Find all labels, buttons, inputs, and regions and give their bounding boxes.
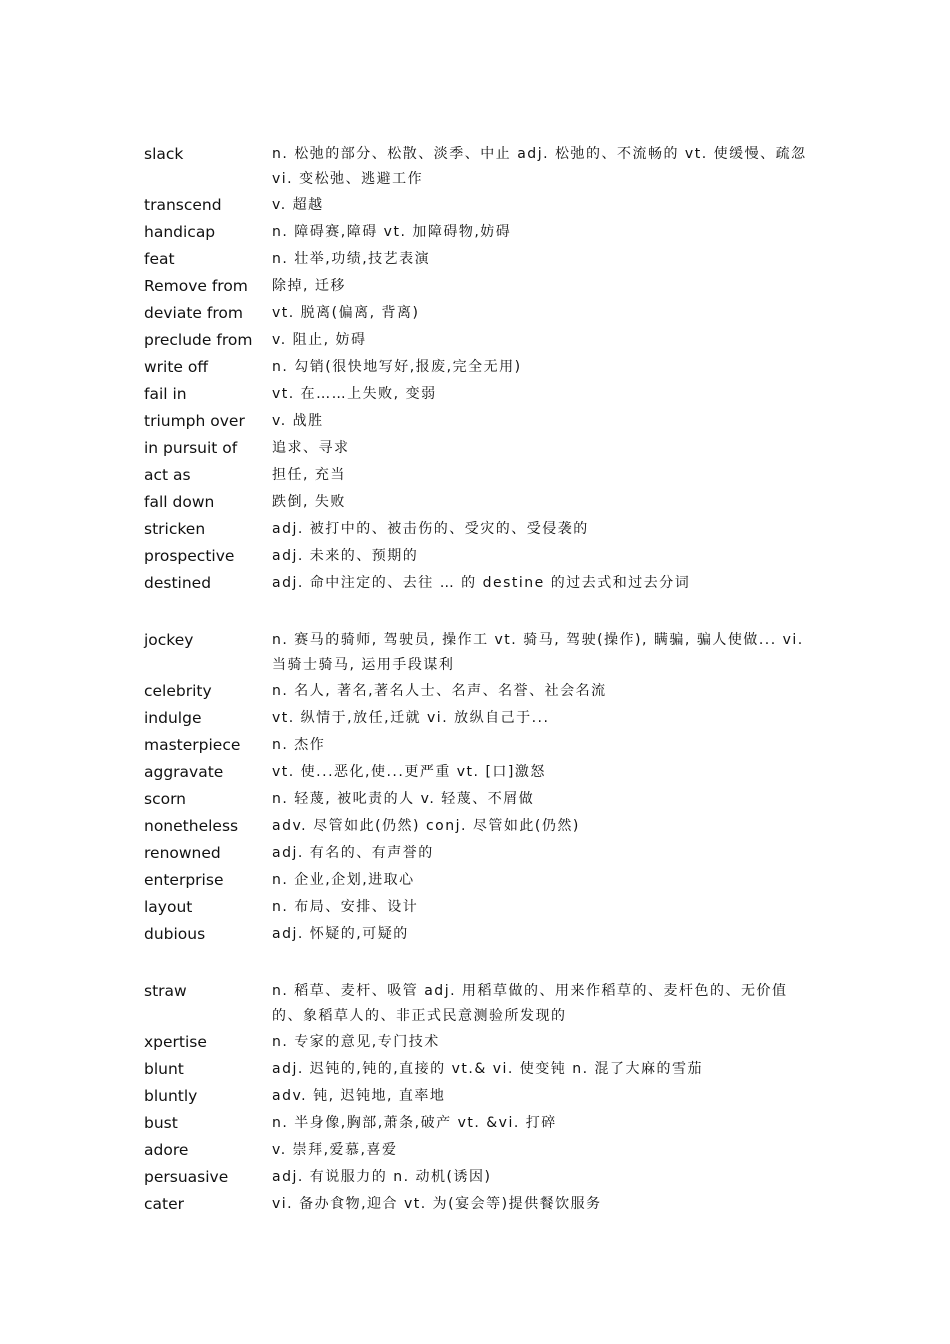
vocab-word: aggravate — [144, 763, 224, 781]
vocab-definition: n. 壮举,功绩,技艺表演 — [272, 251, 431, 267]
vocab-definition: n. 企业,企划,进取心 — [272, 872, 415, 888]
vocab-entry — [144, 246, 808, 273]
vocab-definition: vt. 纵情于,放任,迁就 vi. 放纵自己于... — [272, 710, 550, 726]
vocab-definition: 追求、寻求 — [272, 440, 350, 456]
vocab-section-2 — [144, 627, 808, 948]
vocab-word: straw — [144, 982, 187, 1000]
vocab-definition: adj. 有名的、有声誉的 — [272, 845, 434, 861]
vocab-word: act as — [144, 466, 191, 484]
vocab-definition: v. 崇拜,爱慕,喜爱 — [272, 1142, 398, 1158]
vocab-word: enterprise — [144, 871, 224, 889]
vocab-entry — [144, 300, 808, 327]
vocab-word: bust — [144, 1114, 178, 1132]
vocab-entry — [144, 1110, 808, 1137]
vocab-entry — [144, 381, 808, 408]
vocab-definition: adj. 怀疑的,可疑的 — [272, 926, 409, 942]
vocab-entry — [144, 732, 808, 759]
vocab-definition: vt. 使...恶化,使...更严重 vt. [口]激怒 — [272, 764, 546, 780]
vocab-word: cater — [144, 1195, 185, 1213]
vocab-word: persuasive — [144, 1168, 229, 1186]
vocab-entry — [144, 516, 808, 543]
vocab-section-3 — [144, 978, 808, 1218]
vocab-entry — [144, 408, 808, 435]
vocab-word: renowned — [144, 844, 221, 862]
vocab-word: scorn — [144, 790, 187, 808]
vocab-definition: n. 杰作 — [272, 737, 326, 753]
vocab-word: dubious — [144, 925, 206, 943]
vocab-definition: n. 障碍赛,障碍 vt. 加障碍物,妨碍 — [272, 224, 512, 240]
vocab-definition: v. 战胜 — [272, 413, 324, 429]
vocab-definition: n. 布局、安排、设计 — [272, 899, 419, 915]
vocab-definition: n. 名人, 著名,著名人士、名声、名誉、社会名流 — [272, 683, 607, 699]
vocab-entry — [144, 1164, 808, 1191]
vocab-word: destined — [144, 574, 212, 592]
vocab-entry — [144, 813, 808, 840]
vocab-entry — [144, 894, 808, 921]
vocab-word: adore — [144, 1141, 189, 1159]
vocab-definition: 担任, 充当 — [272, 467, 346, 483]
vocab-definition: adj. 未来的、预期的 — [272, 548, 419, 564]
vocab-definition: n. 轻蔑, 被叱责的人 v. 轻蔑、不屑做 — [272, 791, 535, 807]
vocab-word: celebrity — [144, 682, 212, 700]
vocab-definition: n. 勾销(很快地写好,报废,完全无用) — [272, 359, 522, 375]
vocab-definition: adj. 命中注定的、去往 … 的 destine 的过去式和过去分词 — [272, 575, 691, 591]
vocab-entry — [144, 219, 808, 246]
vocab-entry — [144, 354, 808, 381]
vocab-definition: v. 阻止, 妨碍 — [272, 332, 367, 348]
vocab-word: write off — [144, 358, 209, 376]
vocab-definition: 跌倒, 失败 — [272, 494, 346, 510]
vocab-entry — [144, 978, 808, 1029]
vocab-definition: adj. 有说服力的 n. 动机(诱因) — [272, 1169, 492, 1185]
vocab-definition: vt. 在……上失败, 变弱 — [272, 386, 437, 402]
vocab-entry — [144, 1029, 808, 1056]
vocab-entry — [144, 786, 808, 813]
vocab-word: xpertise — [144, 1033, 207, 1051]
vocab-entry — [144, 435, 808, 462]
vocab-definition: adv. 钝, 迟钝地, 直率地 — [272, 1088, 446, 1104]
vocab-entry — [144, 327, 808, 354]
vocab-word: triumph over — [144, 412, 245, 430]
vocab-definition: n. 松弛的部分、松散、淡季、中止 adj. 松弛的、不流畅的 vt. 使缓慢、疏忽 vi. 变松弛、逃避工作 — [272, 146, 807, 187]
vocab-word: nonetheless — [144, 817, 239, 835]
vocab-definition: vt. 脱离(偏离, 背离) — [272, 305, 420, 321]
vocab-definition: n. 赛马的骑师, 驾驶员, 操作工 vt. 骑马, 驾驶(操作), 瞒骗, 骗人使做... vi. 当骑士骑马, 运用手段谋利 — [272, 632, 804, 673]
vocab-definition: n. 稻草、麦杆、吸管 adj. 用稻草做的、用来作稻草的、麦杆色的、无价值的、象稻草人的、非正式民意测验所发现的 — [272, 983, 788, 1024]
vocab-word: slack — [144, 145, 184, 163]
vocab-entry — [144, 1137, 808, 1164]
vocab-entry — [144, 705, 808, 732]
vocab-entry — [144, 543, 808, 570]
vocab-word: jockey — [144, 631, 194, 649]
vocab-entry — [144, 141, 808, 192]
vocab-definition: adv. 尽管如此(仍然) conj. 尽管如此(仍然) — [272, 818, 580, 834]
vocab-word: handicap — [144, 223, 216, 241]
vocab-entry — [144, 1191, 808, 1218]
vocab-definition: v. 超越 — [272, 197, 324, 213]
vocab-word: fail in — [144, 385, 187, 403]
vocab-word: stricken — [144, 520, 206, 538]
vocab-entry — [144, 867, 808, 894]
vocab-entry — [144, 627, 808, 678]
vocab-definition: adj. 迟钝的,钝的,直接的 vt.& vi. 使变钝 n. 混了大麻的雪茄 — [272, 1061, 703, 1077]
vocab-definition: n. 专家的意见,专门技术 — [272, 1034, 440, 1050]
vocab-word: layout — [144, 898, 193, 916]
vocab-word: Remove from — [144, 277, 248, 295]
vocab-entry — [144, 273, 808, 300]
vocab-entry — [144, 1083, 808, 1110]
vocab-word: blunt — [144, 1060, 184, 1078]
vocab-entry — [144, 921, 808, 948]
vocab-entry — [144, 570, 808, 597]
vocab-entry — [144, 192, 808, 219]
vocab-word: deviate from — [144, 304, 243, 322]
vocab-entry — [144, 678, 808, 705]
vocab-entry — [144, 840, 808, 867]
vocab-entry — [144, 489, 808, 516]
vocab-word: indulge — [144, 709, 202, 727]
vocab-word: feat — [144, 250, 175, 268]
vocab-word: masterpiece — [144, 736, 241, 754]
vocab-section-1 — [144, 141, 808, 597]
vocab-definition: vi. 备办食物,迎合 vt. 为(宴会等)提供餐饮服务 — [272, 1196, 602, 1212]
vocab-word: prospective — [144, 547, 235, 565]
vocab-entry — [144, 462, 808, 489]
vocab-entry — [144, 759, 808, 786]
vocab-word: in pursuit of — [144, 439, 238, 457]
vocab-word: fall down — [144, 493, 215, 511]
vocab-entry — [144, 1056, 808, 1083]
vocab-word: transcend — [144, 196, 222, 214]
vocab-word: bluntly — [144, 1087, 198, 1105]
vocab-definition: n. 半身像,胸部,萧条,破产 vt. &vi. 打碎 — [272, 1115, 557, 1131]
vocab-word: preclude from — [144, 331, 253, 349]
vocab-definition: adj. 被打中的、被击伤的、受灾的、受侵袭的 — [272, 521, 589, 537]
vocab-definition: 除掉, 迁移 — [272, 278, 346, 294]
